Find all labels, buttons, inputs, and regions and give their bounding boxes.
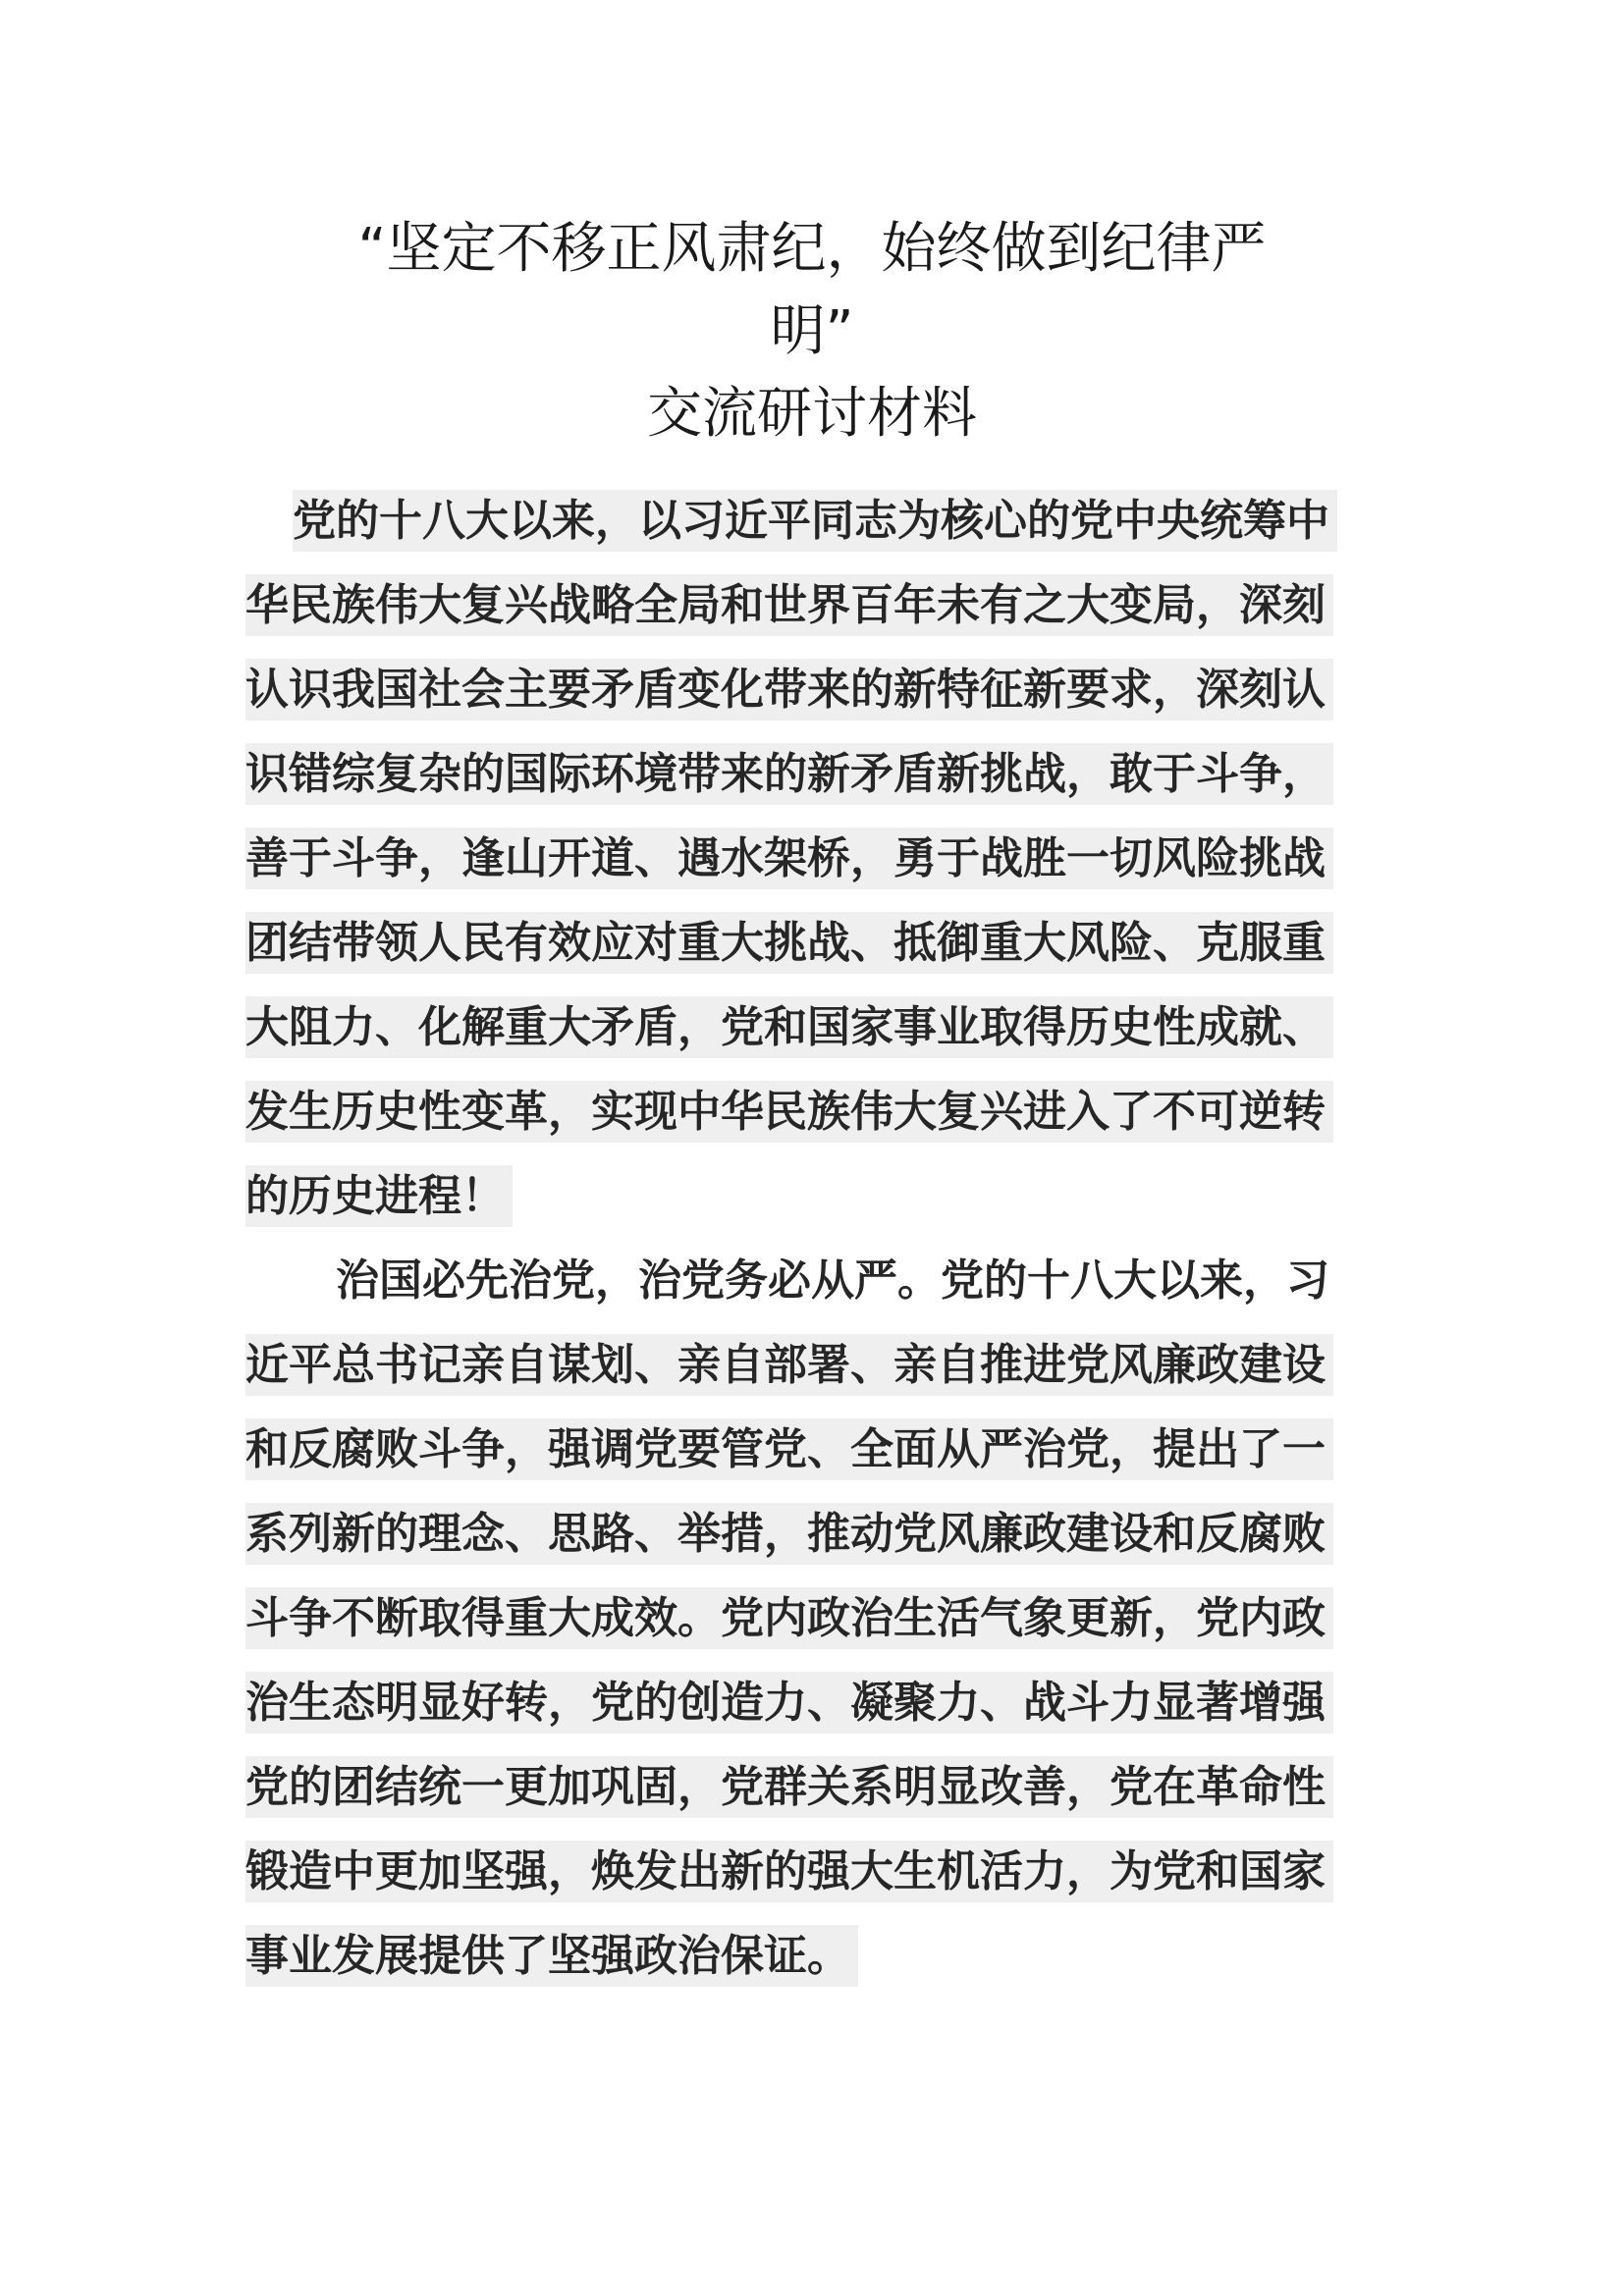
paragraph-line: 识错综复杂的国际环境带来的新矛盾新挑战，敢于斗争， <box>245 732 1384 817</box>
paragraph-line: 团结带领人民有效应对重大挑战、抵御重大风险、克服重 <box>245 901 1384 986</box>
document-title <box>245 208 1379 455</box>
paragraph-line: 党的团结统一更加巩固，党群关系明显改善，党在革命性 <box>245 1745 1384 1830</box>
paragraph-line: 治生态明显好转，党的创造力、凝聚力、战斗力显著增强 <box>245 1661 1384 1745</box>
paragraph-line: 治国必先治党，治党务必从严。党的十八大以来，习 <box>336 1255 1329 1306</box>
paragraph-1 <box>245 479 1384 1239</box>
paragraph-line: 和反腐败斗争，强调党要管党、全面从严治党，提出了一 <box>245 1408 1384 1492</box>
title-line-1: “坚定不移正风肃纪，始终做到纪律严 <box>357 217 1267 281</box>
paragraph-line: 发生历史性变革，实现中华民族伟大复兴进入了不可逆转 <box>245 1070 1384 1154</box>
paragraph-2 <box>245 1239 1384 1999</box>
paragraph-line: 系列新的理念、思路、举措，推动党风廉政建设和反腐败 <box>245 1492 1384 1576</box>
title-line-2: 明” <box>770 299 854 363</box>
paragraph-line: 的历史进程！ <box>245 1154 1384 1239</box>
paragraph-line: 近平总书记亲自谋划、亲自部署、亲自推进党风廉政建设 <box>245 1323 1384 1408</box>
document-body <box>245 479 1384 1999</box>
paragraph-line: 善于斗争，逢山开道、遇水架桥，勇于战胜一切风险挑战 <box>245 817 1384 901</box>
title-line-3-subtitle: 交流研讨材料 <box>647 382 977 446</box>
paragraph-line: 党的十八大以来，以习近平同志为核心的党中央统筹中 <box>245 479 1384 563</box>
paragraph-line: 锻造中更加坚强，焕发出新的强大生机活力，为党和国家 <box>245 1830 1384 1914</box>
paragraph-line: 事业发展提供了坚强政治保证。 <box>245 1914 1384 1999</box>
paragraph-line: 认识我国社会主要矛盾变化带来的新特征新要求，深刻认 <box>245 648 1384 732</box>
paragraph-line: 斗争不断取得重大成效。党内政治生活气象更新，党内政 <box>245 1576 1384 1661</box>
paragraph-line: 大阻力、化解重大矛盾，党和国家事业取得历史性成就、 <box>245 986 1384 1070</box>
paragraph-line: 华民族伟大复兴战略全局和世界百年未有之大变局，深刻 <box>245 563 1384 648</box>
